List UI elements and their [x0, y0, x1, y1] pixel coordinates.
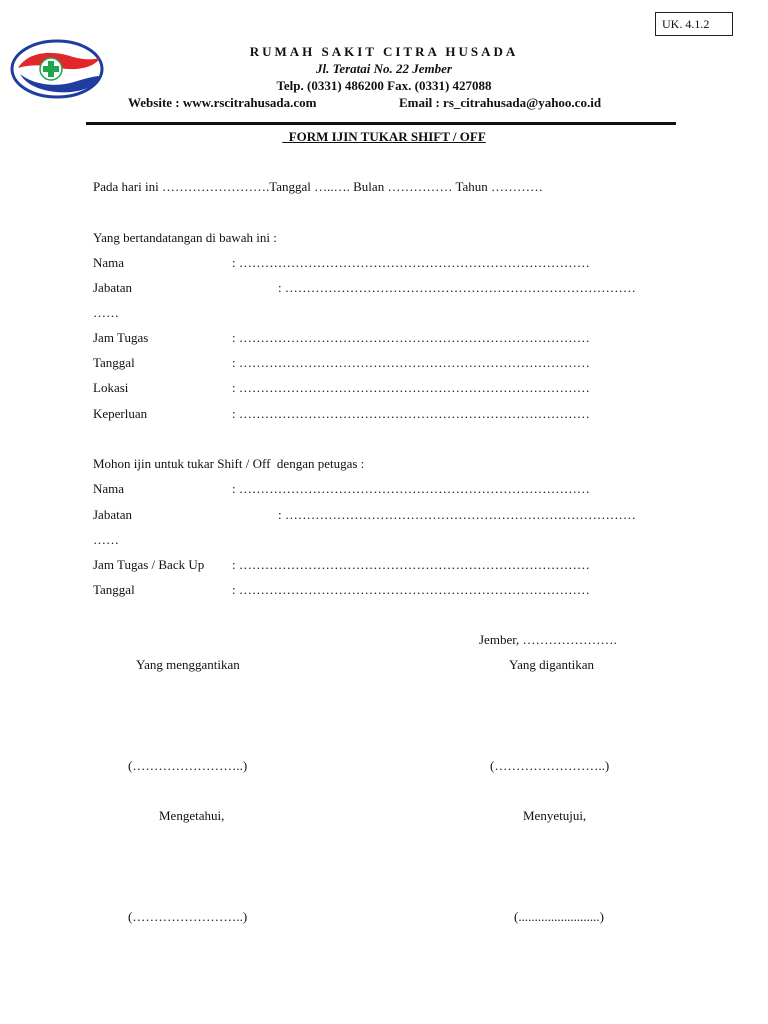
known-label: Mengetahui, [159, 808, 225, 823]
approved-signature-line[interactable]: (.........................) [514, 909, 604, 924]
s2-jam-tugas-field[interactable]: : ……………………………………………………………………… [232, 557, 590, 572]
s1-lokasi-label: Lokasi [93, 380, 129, 395]
hospital-email: Email : rs_citrahusada@yahoo.co.id [399, 95, 602, 110]
date-line: Pada hari ini …………………….Tanggal …..…. Bulan …………… Tahun ………… [93, 179, 544, 194]
section2-intro: Mohon ijin untuk tukar Shift / Off dengan petugas : [93, 456, 365, 471]
s1-jabatan-field[interactable]: : ……………………………………………………………………… [278, 280, 636, 295]
s1-lokasi-field[interactable]: : ……………………………………………………………………… [232, 380, 590, 395]
header-divider [86, 122, 676, 125]
s2-jabatan-wrap: …… [93, 532, 119, 547]
approved-label: Menyetujui, [523, 808, 587, 823]
s1-nama-field[interactable]: : ……………………………………………………………………… [232, 255, 590, 270]
s2-nama-label: Nama [93, 481, 125, 496]
form-title: FORM IJIN TUKAR SHIFT / OFF [282, 129, 486, 144]
s2-jabatan-field[interactable]: : ……………………………………………………………………… [278, 507, 636, 522]
s1-keperluan-label: Keperluan [93, 406, 148, 421]
known-signature-line[interactable]: (……………………..) [128, 909, 248, 924]
s1-tanggal-field[interactable]: : ……………………………………………………………………… [232, 355, 590, 370]
s1-keperluan-field[interactable]: : ……………………………………………………………………… [232, 406, 590, 421]
s1-jam-tugas-label: Jam Tugas [93, 330, 149, 345]
s1-jam-tugas-field[interactable]: : ……………………………………………………………………… [232, 330, 590, 345]
s1-jabatan-label: Jabatan [93, 280, 132, 295]
s2-jam-tugas-label: Jam Tugas / Back Up [93, 557, 205, 572]
s1-tanggal-label: Tanggal [93, 355, 135, 370]
s2-tanggal-label: Tanggal [93, 582, 135, 597]
document-code: UK. 4.1.2 [655, 12, 733, 36]
s2-jabatan-label: Jabatan [93, 507, 132, 522]
hospital-phone: Telp. (0331) 486200 Fax. (0331) 427088 [276, 78, 492, 93]
section1-intro: Yang bertandatangan di bawah ini : [93, 230, 277, 245]
s1-nama-label: Nama [93, 255, 125, 270]
hospital-address: Jl. Teratai No. 22 Jember [315, 61, 452, 76]
replacer-signature-line[interactable]: (……………………..) [128, 758, 248, 773]
hospital-name: RUMAH SAKIT CITRA HUSADA [249, 44, 519, 59]
place-date[interactable]: Jember, …………………. [479, 632, 617, 647]
replaced-label: Yang digantikan [509, 657, 594, 672]
replaced-signature-line[interactable]: (……………………..) [490, 758, 610, 773]
s1-jabatan-wrap: …… [93, 305, 119, 320]
hospital-website: Website : www.rscitrahusada.com [128, 95, 317, 110]
s2-tanggal-field[interactable]: : ……………………………………………………………………… [232, 582, 590, 597]
s2-nama-field[interactable]: : ……………………………………………………………………… [232, 481, 590, 496]
replacer-label: Yang menggantikan [136, 657, 240, 672]
